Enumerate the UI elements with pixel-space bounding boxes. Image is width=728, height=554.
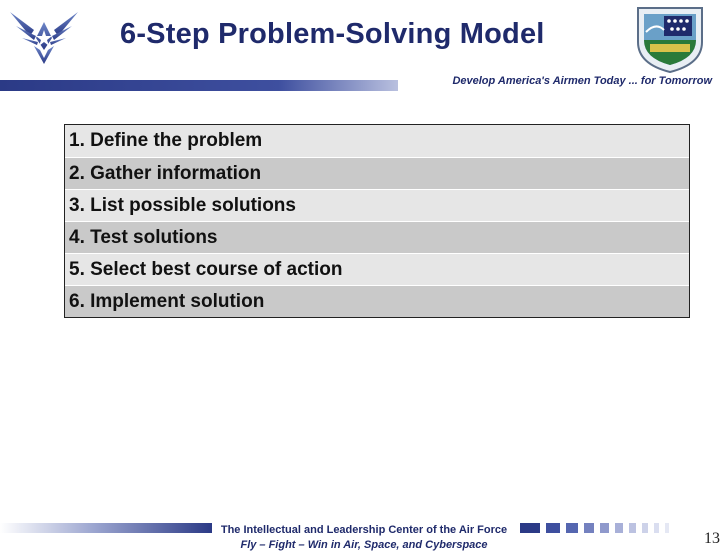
step-row: 4. Test solutions xyxy=(65,221,689,253)
unit-shield-emblem-icon xyxy=(628,2,712,74)
header-bar-gradient xyxy=(0,80,398,91)
steps-table xyxy=(64,124,690,318)
footer-org-line: The Intellectual and Leadership Center of the Air Force xyxy=(220,524,508,536)
slide-title: 6-Step Problem-Solving Model xyxy=(120,18,545,50)
page-number: 13 xyxy=(704,530,720,547)
step-row: 5. Select best course of action xyxy=(65,253,689,285)
tagline: Develop America's Airmen Today ... for Tomorrow xyxy=(448,75,714,87)
step-row: 6. Implement solution xyxy=(65,285,689,317)
footer-bar-left xyxy=(0,523,212,533)
step-row: 2. Gather information xyxy=(65,157,689,189)
step-row: 3. List possible solutions xyxy=(65,189,689,221)
step-row: 1. Define the problem xyxy=(65,125,689,157)
footer-motto-line: Fly – Fight – Win in Air, Space, and Cyberspace xyxy=(240,539,488,551)
air-force-logo-icon xyxy=(8,6,80,68)
footer-bar-right xyxy=(520,523,728,533)
